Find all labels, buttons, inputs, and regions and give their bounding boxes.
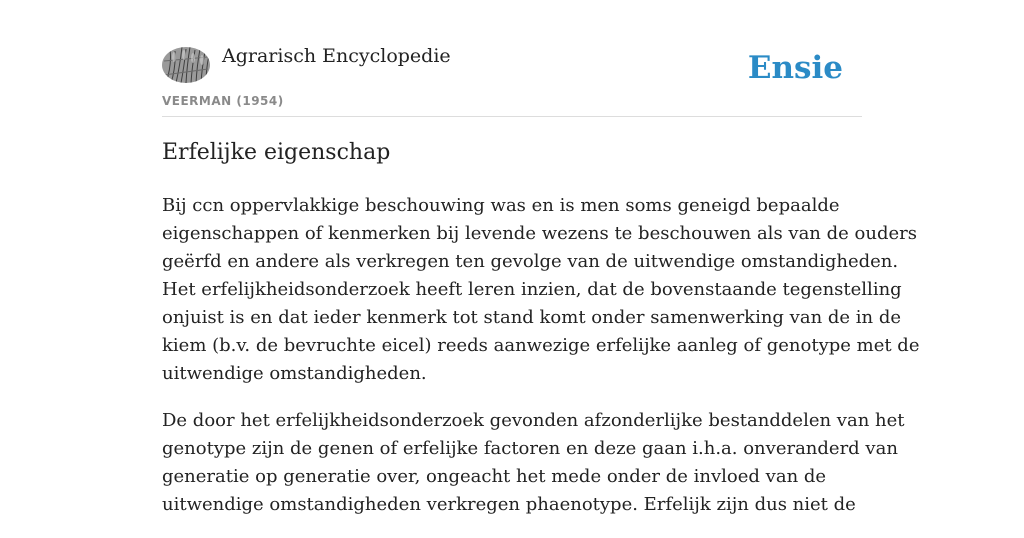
text-line: Bij ccn oppervlakkige beschouwing was en is men soms geneigd bepaalde (162, 195, 840, 216)
text-line: uitwendige omstandigheden verkregen phaenotype. Erfelijk zijn dus niet de (162, 494, 856, 515)
brand-logo-link[interactable]: Ensie (747, 50, 843, 86)
text-line: onjuist is en dat ieder kenmerk tot stand komt onder samenwerking van de in de (162, 307, 902, 328)
text-line: Het erfelijkheidsonderzoek heeft leren inzien, dat de bovenstaande tegenstelling (162, 279, 902, 300)
text-line: uitwendige omstandigheden. (162, 363, 427, 384)
text-line: genotype zijn de genen of erfelijke factoren en deze gaan i.h.a. onveranderd van (162, 438, 898, 459)
article-title: Erfelijke eigenschap (162, 140, 391, 165)
text-line: eigenschappen of kenmerken bij levende wezens te beschouwen als van de ouders (162, 223, 917, 244)
paragraph-1 (162, 192, 920, 388)
text-line: geërfd en andere als verkregen ten gevolge van de uitwendige omstandigheden. (162, 251, 899, 272)
text-line: De door het erfelijkheidsonderzoek gevonden afzonderlijke bestanddelen van het (162, 410, 905, 431)
wheat-engraving-icon[interactable] (162, 47, 210, 83)
paragraph-2 (162, 407, 905, 519)
text-line: generatie op generatie over, ongeacht het mede onder de invloed van de (162, 466, 827, 487)
publication-subtitle: VEERMAN (1954) (162, 94, 284, 108)
site-header (162, 0, 862, 117)
article-body (162, 192, 920, 538)
text-line: kiem (b.v. de bevruchte eicel) reeds aanwezige erfelijke aanleg of genotype met de (162, 335, 920, 356)
page (162, 0, 920, 515)
publication-title[interactable]: Agrarisch Encyclopedie (222, 45, 451, 67)
